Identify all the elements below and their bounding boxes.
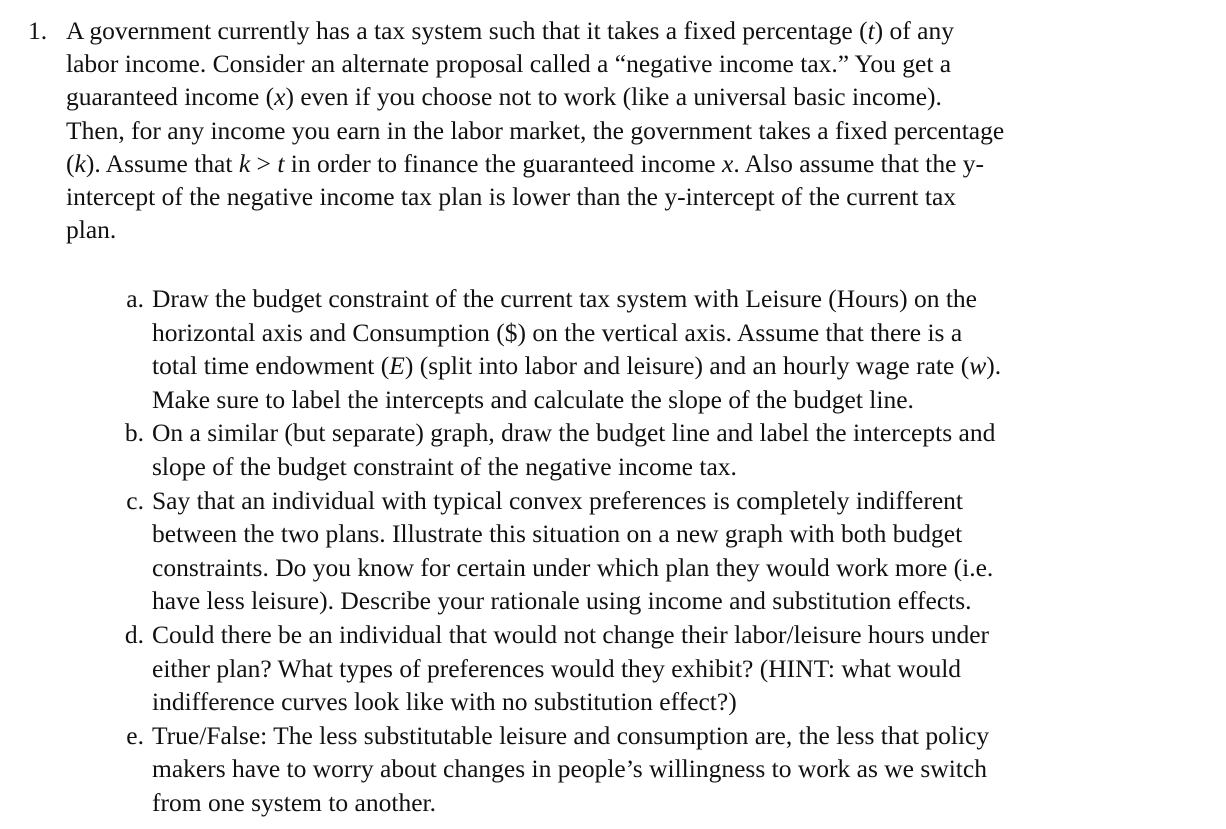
sub-question-line: total time endowment (E) (split into labor and leisure) and an hourly wage rate (w).: [152, 351, 1002, 381]
sub-question-line: have less leisure). Describe your rationale using income and substitution effects.: [152, 586, 972, 616]
sub-question-line: Make sure to label the intercepts and calculate the slope of the budget line.: [152, 384, 914, 414]
sub-question-text: [152, 618, 1219, 719]
sub-question-a: [104, 282, 1219, 416]
sub-question-line: Say that an individual with typical convex preferences is completely indifferent: [152, 485, 964, 515]
sub-question-line: horizontal axis and Consumption ($) on the vertical axis. Assume that there is a: [152, 317, 963, 347]
question-line: intercept of the negative income tax plan is lower than the y-intercept of the current tax: [66, 182, 957, 212]
question-line: guaranteed income (x) even if you choose not to work (like a universal basic income).: [66, 82, 942, 112]
question-line: Then, for any income you earn in the labor market, the government takes a fixed percentage: [66, 115, 1005, 145]
sub-question-line: slope of the budget constraint of the negative income tax.: [152, 451, 737, 481]
question-line: labor income. Consider an alternate proposal called a “negative income tax.” You get a: [66, 49, 952, 79]
sub-question-line: either plan? What types of preferences would they exhibit? (HINT: what would: [152, 653, 962, 683]
sub-question-line: indifference curves look like with no substitution effect?): [152, 687, 737, 717]
sub-question-text: [152, 282, 1219, 416]
sub-question-letter: a.: [126, 284, 144, 313]
sub-question-d: [104, 618, 1219, 719]
question-line: (k). Assume that k > t in order to finance the guaranteed income x. Also assume that the y-: [66, 148, 985, 178]
sub-question-line: On a similar (but separate) graph, draw the budget line and label the intercepts and: [152, 418, 996, 448]
sub-question-text: [152, 719, 1219, 820]
sub-question-letter: b.: [124, 418, 144, 448]
sub-question-line: makers have to worry about changes in people’s willingness to work as we switch: [152, 754, 987, 784]
sub-question-line: constraints. Do you know for certain under which plan they would work more (i.e.: [152, 552, 994, 582]
question-number: 1.: [28, 16, 48, 45]
question-line: plan.: [66, 215, 117, 245]
sub-question-line: Draw the budget constraint of the current tax system with Leisure (Hours) on the: [152, 284, 977, 313]
sub-question-b: [104, 416, 1219, 483]
sub-question-letter: c.: [126, 485, 144, 515]
sub-question-c: [104, 484, 1219, 618]
sub-question-line: from one system to another.: [152, 787, 436, 817]
sub-question-text: [152, 416, 1219, 483]
sub-question-e: [104, 719, 1219, 820]
sub-question-letter: e.: [126, 720, 144, 750]
question-line: A government currently has a tax system such that it takes a fixed percentage (t) of any: [66, 16, 954, 45]
sub-question-line: Could there be an individual that would not change their labor/leisure hours under: [152, 619, 990, 649]
question-1: [28, 14, 1218, 246]
sub-question-line: True/False: The less substitutable leisure and consumption are, the less that policy: [152, 720, 990, 750]
question-text: [66, 14, 1186, 246]
sub-questions: [104, 282, 1219, 820]
sub-question-line: between the two plans. Illustrate this situation on a new graph with both budget: [152, 519, 963, 549]
sub-question-letter: d.: [124, 619, 144, 649]
sub-question-text: [152, 484, 1219, 618]
